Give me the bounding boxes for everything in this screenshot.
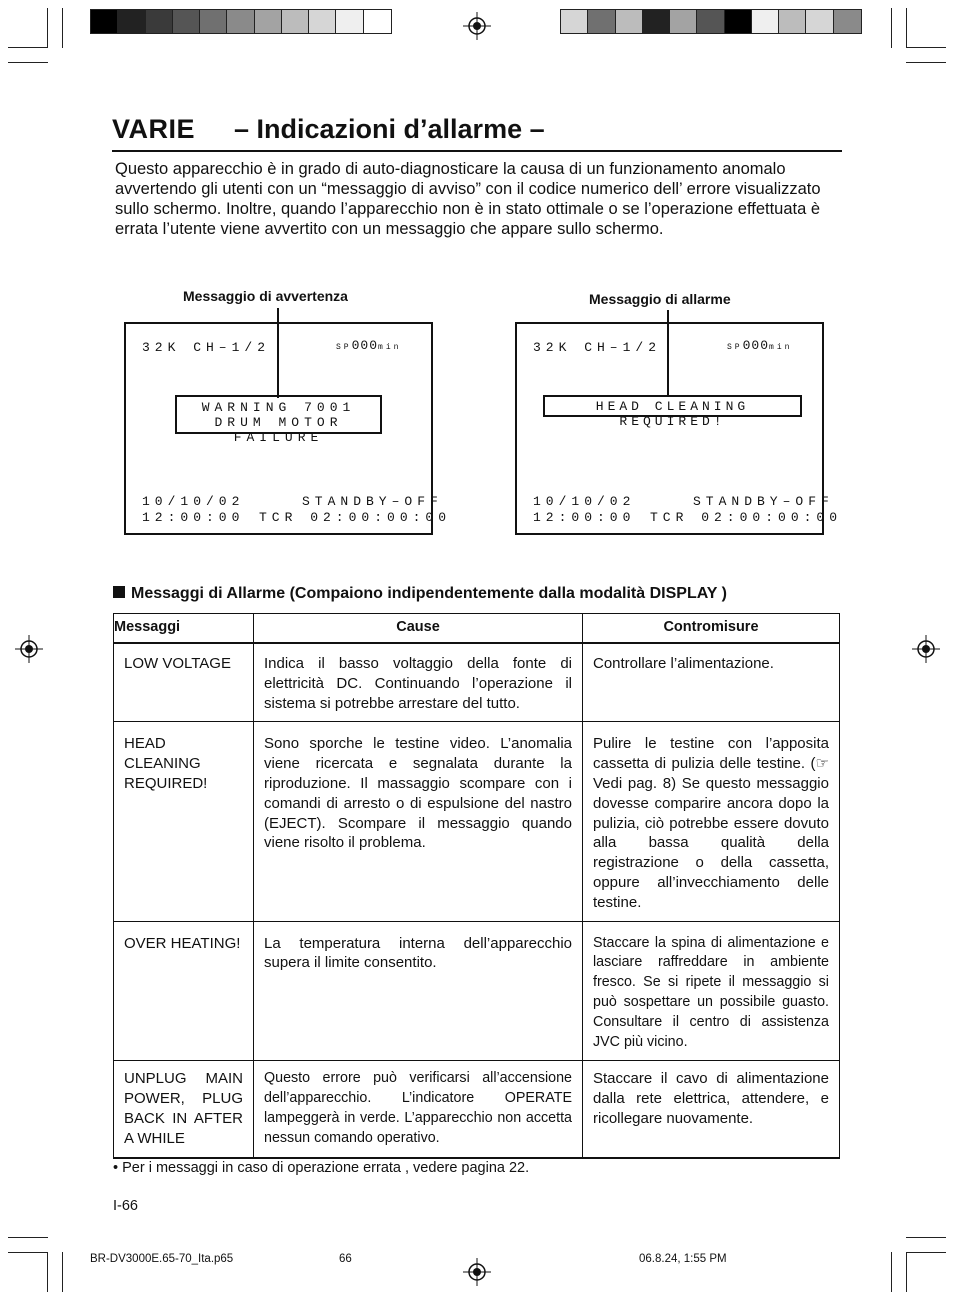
screen-channel: 32K CH–1/2: [142, 340, 271, 355]
cause-cell: Sono sporche le testine video. L’anomalia viene ricercata e segnalata durante la riproduzione. Il massaggio scompare con i comandi di arresto o di espulsione del nastro (EJECT). Scompare il messaggio quando viene risolto il problema.: [254, 722, 583, 921]
color-swatch: [91, 10, 118, 33]
registration-mark-icon: [463, 12, 491, 40]
message-cell: UNPLUG MAIN POWER, PLUG BACK IN AFTER A WHILE: [114, 1061, 254, 1158]
screen-counter: SP000min: [727, 338, 793, 353]
color-calibration-bar-left: [90, 9, 392, 34]
warning-description: DRUM MOTOR FAILURE: [214, 415, 343, 445]
message-cell: LOW VOLTAGE: [114, 643, 254, 722]
footnote: • Per i messaggi in caso di operazione errata , vedere pagina 22.: [113, 1160, 530, 1176]
message-cell: HEAD CLEANING REQUIRED!: [114, 722, 254, 921]
remedy-cell: Controllare l’alimentazione.: [583, 643, 840, 722]
print-page: 66: [339, 1253, 352, 1265]
print-date: 06.8.24, 1:55 PM: [639, 1253, 727, 1265]
message-cell: OVER HEATING!: [114, 921, 254, 1061]
color-swatch: [588, 10, 615, 33]
color-swatch: [146, 10, 173, 33]
section-title: VARIE: [112, 114, 196, 144]
color-swatch: [227, 10, 254, 33]
registration-mark-icon: [15, 635, 43, 663]
column-header-cause: Cause: [254, 614, 583, 644]
registration-mark-icon: [912, 635, 940, 663]
color-swatch: [725, 10, 752, 33]
warning-code: WARNING 7001: [201, 400, 356, 415]
color-swatch: [561, 10, 588, 33]
table-row: [114, 1061, 840, 1158]
screen-date: 10/10/02: [142, 494, 245, 509]
cause-cell: Indica il basso voltaggio della fonte di elettricità DC. Continuando l’operazione il sistema si potrebbe arrestare del tutto.: [254, 643, 583, 722]
color-swatch: [670, 10, 697, 33]
screen-tcr: TCR 02:00:00:00: [259, 510, 452, 525]
screen-caption-alarm: Messaggio di allarme: [589, 291, 731, 307]
table-row: [114, 643, 840, 722]
color-swatch: [643, 10, 670, 33]
section-heading-text: Messaggi di Allarme (Compaiono indipendentemente dalla modalità DISPLAY ): [131, 585, 727, 602]
color-swatch: [200, 10, 227, 33]
screen-status: STANDBY–OFF: [693, 494, 834, 509]
intro-paragraph: Questo apparecchio è in grado di auto-diagnosticare la causa di un funzionamento anomalo avvertendo gli utenti con un “messaggio di avviso” con il codice numerico dell’ errore visualizzato sullo schermo. Inoltre, quando l’apparecchio non è in stato ottimale o se l’operazione effettuata è errata l’utente viene avvertito con un messaggio che appare sullo schermo.: [115, 160, 821, 238]
table-row: [114, 921, 840, 1061]
color-swatch: [834, 10, 861, 33]
screen-status: STANDBY–OFF: [302, 494, 443, 509]
print-filename: BR-DV3000E.65-70_Ita.p65: [90, 1253, 234, 1265]
screen-counter: SP000min: [336, 338, 402, 353]
screen-caption-warning: Messaggio di avvertenza: [183, 288, 348, 304]
color-swatch: [752, 10, 779, 33]
monitor-screen-alarm: [515, 322, 843, 535]
color-swatch: [779, 10, 806, 33]
color-swatch: [806, 10, 833, 33]
remedy-cell: Staccare il cavo di alimentazione dalla rete elettrica, attendere, e ricollegare nuovamente.: [583, 1061, 840, 1158]
column-header-remedy: Contromisure: [583, 614, 840, 644]
alarm-messages-table: [113, 613, 840, 1159]
screen-time: 12:00:00: [533, 510, 636, 525]
page-subtitle: – Indicazioni d’allarme –: [234, 114, 545, 144]
page-number: I-66: [113, 1198, 138, 1214]
remedy-cell: Staccare la spina di alimentazione e lasciare raffreddare in ambiente fresco. Se si ripete il messaggio si può sospettare un possibile guasto. Consultare il centro di assistenza JVC più vicino.: [583, 921, 840, 1061]
color-swatch: [173, 10, 200, 33]
alarm-message-box: [543, 395, 802, 429]
square-bullet-icon: [113, 586, 125, 598]
screen-tcr: TCR 02:00:00:00: [650, 510, 843, 525]
screen-channel: 32K CH–1/2: [533, 340, 662, 355]
warning-message-box: [175, 395, 382, 445]
column-header-messages: Messaggi: [114, 614, 254, 644]
table-header-row: [114, 614, 840, 644]
color-swatch: [255, 10, 282, 33]
table-row: [114, 722, 840, 921]
screen-time: 12:00:00: [142, 510, 245, 525]
cause-cell: La temperatura interna dell’apparecchio supera il limite consentito.: [254, 921, 583, 1061]
color-swatch: [697, 10, 724, 33]
color-calibration-bar-right: [560, 9, 862, 34]
color-swatch: [118, 10, 145, 33]
color-swatch: [282, 10, 309, 33]
screen-date: 10/10/02: [533, 494, 636, 509]
monitor-screen-warning: [124, 322, 452, 535]
cause-cell: Questo errore può verificarsi all’accensione dell’apparecchio. L’indicatore OPERATE lampeggerà in verde. L’apparecchio non accetta nessun comando operativo.: [254, 1061, 583, 1158]
registration-mark-icon: [463, 1258, 491, 1286]
remedy-cell: Pulire le testine con l’apposita cassetta di pulizia delle testine. (☞ Vedi pag. 8) Se questo messaggio dovesse comparire ancora dopo la pulizia, ciò potrebbe essere dovuto alla bassa qualità della registrazione o della cassetta, oppure all’invecchiamento delle testine.: [583, 722, 840, 921]
color-swatch: [309, 10, 336, 33]
alarm-message: HEAD CLEANING REQUIRED!: [595, 399, 750, 429]
section-heading: [113, 585, 727, 603]
page-title: [112, 112, 842, 152]
color-swatch: [364, 10, 391, 33]
color-swatch: [336, 10, 363, 33]
color-swatch: [616, 10, 643, 33]
